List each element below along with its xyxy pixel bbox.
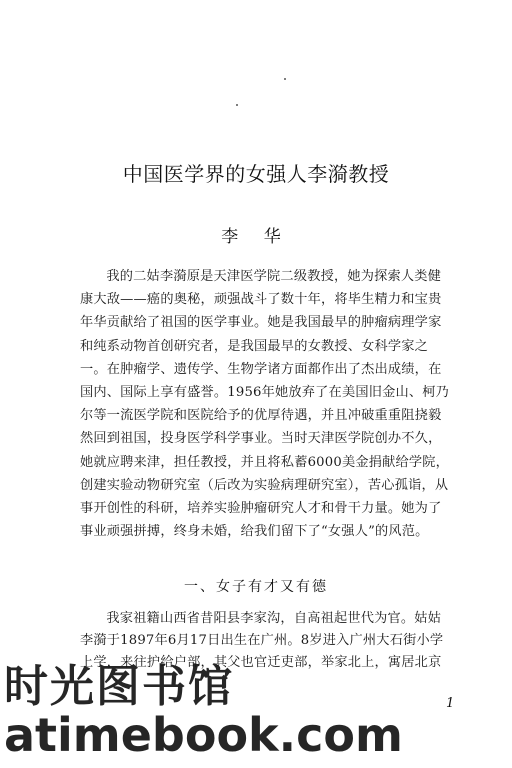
watermark-chinese: 时光图书馆 <box>4 661 234 712</box>
page-number: 1 <box>446 696 455 711</box>
watermark-url: atimebook.com <box>4 708 403 762</box>
scan-speck <box>284 78 286 80</box>
body-paragraph: 我家祖籍山西省昔阳县李家沟，自高祖起世代为官。姑姑李漪于1897年6月17日出生在广州。8岁进入广州大石街小学上学，来往护给户部，其父也官迁吏部，举家北上，寓居北京 <box>80 611 444 670</box>
article-title: 中国医学界的女强人李漪教授 <box>122 162 390 186</box>
author-name: 李 华 <box>221 227 291 247</box>
body-paragraph: 我的二姑李漪原是天津医学院二级教授，她为探索人类健康大敌——癌的奥秘，顽强战斗了数十年，将毕生精力和宝贵年华贡献给了祖国的医学事业。她是我国最早的肿瘤病理学家和纯系动物首创研究者，是我国最早的女教授、女科学家之一。在肿瘤学、遗传学、生物学诸方面都作出了杰出成绩，在国内、国际上享有盛誉。1956年她放弃了在美国旧金山、柯乃尔等一流医学院和医院给予的优厚待遇，并且冲破重重阻挠毅然回到祖国，投身医学科学事业。当时天津医学院创办不久，她就应聘来津，担任教授，并且将私蓄6000美金捐献给学院，创建实验动物研究室（后改为实验病理研究室），苦心孤诣，从事开创性的科研，培养实验肿瘤研究人才和骨干力量。她为了事业顽强拼搏，终身未婚，给我们留下了“女强人”的风范。 <box>80 269 450 540</box>
scan-speck <box>236 104 238 106</box>
section-heading: 一、女子有才又有德 <box>184 579 328 595</box>
